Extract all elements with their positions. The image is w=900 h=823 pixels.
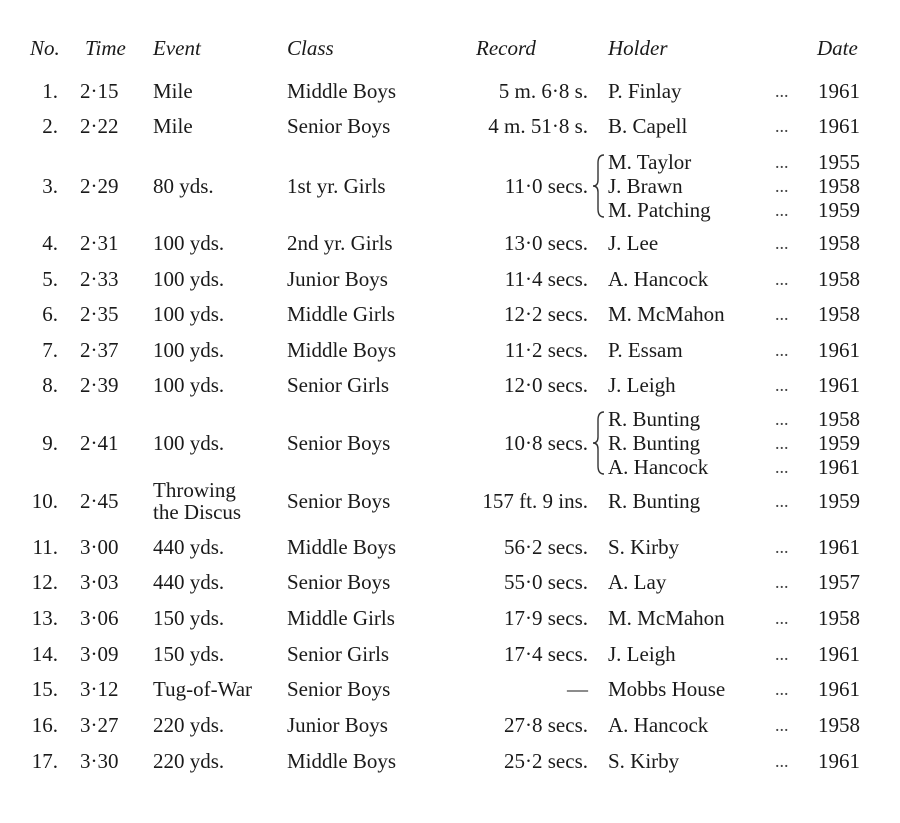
row-class: 2nd yr. Girls <box>287 231 393 255</box>
row-class: 1st yr. Girls <box>287 174 386 198</box>
row-record: 11·0 secs. <box>504 174 588 198</box>
holder-name: M. McMahon <box>608 302 725 326</box>
holder-name: M. Patching <box>608 198 711 222</box>
row-class: Senior Boys <box>287 677 391 701</box>
row-time: 3·06 <box>80 606 119 630</box>
row-time: 3·03 <box>80 570 119 594</box>
holder-name: J. Leigh <box>608 642 676 666</box>
holder-dots: ... <box>775 375 789 395</box>
row-class: Middle Boys <box>287 749 397 773</box>
row-number: 3. <box>42 174 58 198</box>
row-time: 3·00 <box>80 535 119 559</box>
row-time: 3·27 <box>80 713 119 737</box>
row-record: 13·0 secs. <box>504 231 588 255</box>
row-record: 12·2 secs. <box>504 302 588 326</box>
holder-name: J. Leigh <box>608 373 676 397</box>
row-time: 3·09 <box>80 642 119 666</box>
holder-date: 1959 <box>818 431 860 455</box>
row-number: 2. <box>42 114 58 138</box>
holder-name: J. Lee <box>608 231 659 255</box>
header-event: Event <box>153 36 201 60</box>
holder-date: 1959 <box>818 489 860 513</box>
row-number: 10. <box>31 489 58 513</box>
row-record: — <box>567 677 588 701</box>
holder-dots: ... <box>775 433 789 453</box>
holder-date: 1961 <box>818 749 860 773</box>
row-time: 2·45 <box>80 489 119 513</box>
row-event: 100 yds. <box>153 267 225 291</box>
row-class: Senior Boys <box>287 570 391 594</box>
row-record: 25·2 secs. <box>504 749 588 773</box>
holder-date: 1957 <box>818 570 860 594</box>
row-event: 220 yds. <box>153 749 225 773</box>
holder-dots: ... <box>775 340 789 360</box>
row-record: 27·8 secs. <box>504 713 588 737</box>
holder-name: B. Capell <box>608 114 688 138</box>
header-class: Class <box>287 36 334 60</box>
row-class: Middle Girls <box>287 606 395 630</box>
header-record: Record <box>476 36 536 60</box>
row-class: Junior Boys <box>287 267 388 291</box>
holder-dots: ... <box>775 679 789 699</box>
row-event-line: the Discus <box>153 500 242 524</box>
holder-name: A. Hancock <box>608 713 709 737</box>
row-time: 2·33 <box>80 267 119 291</box>
row-class: Middle Boys <box>287 338 397 362</box>
holder-dots: ... <box>775 304 789 324</box>
row-record: 11·4 secs. <box>504 267 588 291</box>
row-class: Middle Boys <box>287 79 397 103</box>
holder-dots: ... <box>775 457 789 477</box>
row-number: 4. <box>42 231 58 255</box>
header-holder: Holder <box>608 36 668 60</box>
row-record: 10·8 secs. <box>504 431 588 455</box>
holder-name: A. Lay <box>608 570 667 594</box>
holder-dots: ... <box>775 491 789 511</box>
row-record: 55·0 secs. <box>504 570 588 594</box>
row-number: 11. <box>32 535 58 559</box>
holder-name: R. Bunting <box>608 407 701 431</box>
row-event: 80 yds. <box>153 174 214 198</box>
header-time: Time <box>85 36 126 60</box>
holder-name: A. Hancock <box>608 455 709 479</box>
holder-date: 1961 <box>818 79 860 103</box>
holder-date: 1958 <box>818 713 860 737</box>
holder-date: 1961 <box>818 338 860 362</box>
holder-dots: ... <box>775 409 789 429</box>
holder-name: S. Kirby <box>608 535 680 559</box>
holder-dots: ... <box>775 200 789 220</box>
holder-dots: ... <box>775 233 789 253</box>
holder-date: 1961 <box>818 114 860 138</box>
brace-icon <box>592 410 606 476</box>
holder-dots: ... <box>775 751 789 771</box>
row-number: 15. <box>31 677 58 701</box>
row-class: Senior Boys <box>287 431 391 455</box>
row-event-line: Throwing <box>153 478 236 502</box>
header-no: No. <box>30 36 60 60</box>
holder-dots: ... <box>775 608 789 628</box>
holder-dots: ... <box>775 176 789 196</box>
row-event: 440 yds. <box>153 570 225 594</box>
row-number: 6. <box>42 302 58 326</box>
holder-date: 1961 <box>818 455 860 479</box>
row-number: 7. <box>42 338 58 362</box>
holder-date: 1961 <box>818 535 860 559</box>
row-number: 13. <box>31 606 58 630</box>
holder-date: 1959 <box>818 198 860 222</box>
holder-date: 1961 <box>818 677 860 701</box>
row-event: 100 yds. <box>153 373 225 397</box>
row-class: Middle Girls <box>287 302 395 326</box>
holder-dots: ... <box>775 152 789 172</box>
row-record: 17·9 secs. <box>504 606 588 630</box>
holder-name: J. Brawn <box>608 174 683 198</box>
holder-dots: ... <box>775 644 789 664</box>
row-class: Senior Boys <box>287 114 391 138</box>
holder-dots: ... <box>775 116 789 136</box>
row-record: 11·2 secs. <box>504 338 588 362</box>
row-event: 100 yds. <box>153 338 225 362</box>
row-class: Senior Boys <box>287 489 391 513</box>
holder-dots: ... <box>775 81 789 101</box>
row-number: 8. <box>42 373 58 397</box>
row-time: 3·30 <box>80 749 119 773</box>
holder-name: P. Finlay <box>608 79 682 103</box>
row-number: 14. <box>31 642 58 666</box>
holder-dots: ... <box>775 572 789 592</box>
row-event: Mile <box>153 79 193 103</box>
row-event: 150 yds. <box>153 606 225 630</box>
row-number: 9. <box>42 431 58 455</box>
holder-date: 1958 <box>818 302 860 326</box>
holder-name: R. Bunting <box>608 489 701 513</box>
holder-name: P. Essam <box>608 338 683 362</box>
row-class: Senior Girls <box>287 642 390 666</box>
row-time: 2·37 <box>80 338 119 362</box>
holder-dots: ... <box>775 715 789 735</box>
holder-name: Mobbs House <box>608 677 726 701</box>
row-event: Tug-of-War <box>153 677 253 701</box>
row-class: Junior Boys <box>287 713 388 737</box>
holder-date: 1958 <box>818 174 860 198</box>
row-number: 17. <box>31 749 58 773</box>
row-time: 2·35 <box>80 302 119 326</box>
holder-dots: ... <box>775 537 789 557</box>
row-number: 5. <box>42 267 58 291</box>
row-event: 100 yds. <box>153 431 225 455</box>
holder-dots: ... <box>775 269 789 289</box>
row-number: 1. <box>42 79 58 103</box>
row-number: 16. <box>31 713 58 737</box>
row-class: Middle Boys <box>287 535 397 559</box>
row-time: 2·22 <box>80 114 119 138</box>
header-date: Date <box>817 36 858 60</box>
row-record: 12·0 secs. <box>504 373 588 397</box>
row-event: 100 yds. <box>153 231 225 255</box>
holder-date: 1958 <box>818 231 860 255</box>
holder-date: 1961 <box>818 642 860 666</box>
row-event: 100 yds. <box>153 302 225 326</box>
holder-date: 1958 <box>818 407 860 431</box>
holder-name: M. McMahon <box>608 606 725 630</box>
holder-name: R. Bunting <box>608 431 701 455</box>
row-event: 440 yds. <box>153 535 225 559</box>
holder-name: M. Taylor <box>608 150 692 174</box>
brace-icon <box>592 153 606 219</box>
row-class: Senior Girls <box>287 373 390 397</box>
holder-date: 1958 <box>818 606 860 630</box>
row-time: 2·15 <box>80 79 119 103</box>
row-record: 4 m. 51·8 s. <box>488 114 588 138</box>
row-time: 2·31 <box>80 231 119 255</box>
row-event: Mile <box>153 114 193 138</box>
row-event: 220 yds. <box>153 713 225 737</box>
row-record: 157 ft. 9 ins. <box>482 489 588 513</box>
row-event: 150 yds. <box>153 642 225 666</box>
holder-date: 1955 <box>818 150 860 174</box>
row-time: 3·12 <box>80 677 119 701</box>
row-record: 17·4 secs. <box>504 642 588 666</box>
holder-date: 1961 <box>818 373 860 397</box>
holder-date: 1958 <box>818 267 860 291</box>
row-number: 12. <box>31 570 58 594</box>
row-time: 2·39 <box>80 373 119 397</box>
row-record: 5 m. 6·8 s. <box>498 79 588 103</box>
holder-name: A. Hancock <box>608 267 709 291</box>
row-time: 2·41 <box>80 431 119 455</box>
row-record: 56·2 secs. <box>504 535 588 559</box>
row-time: 2·29 <box>80 174 119 198</box>
holder-name: S. Kirby <box>608 749 680 773</box>
